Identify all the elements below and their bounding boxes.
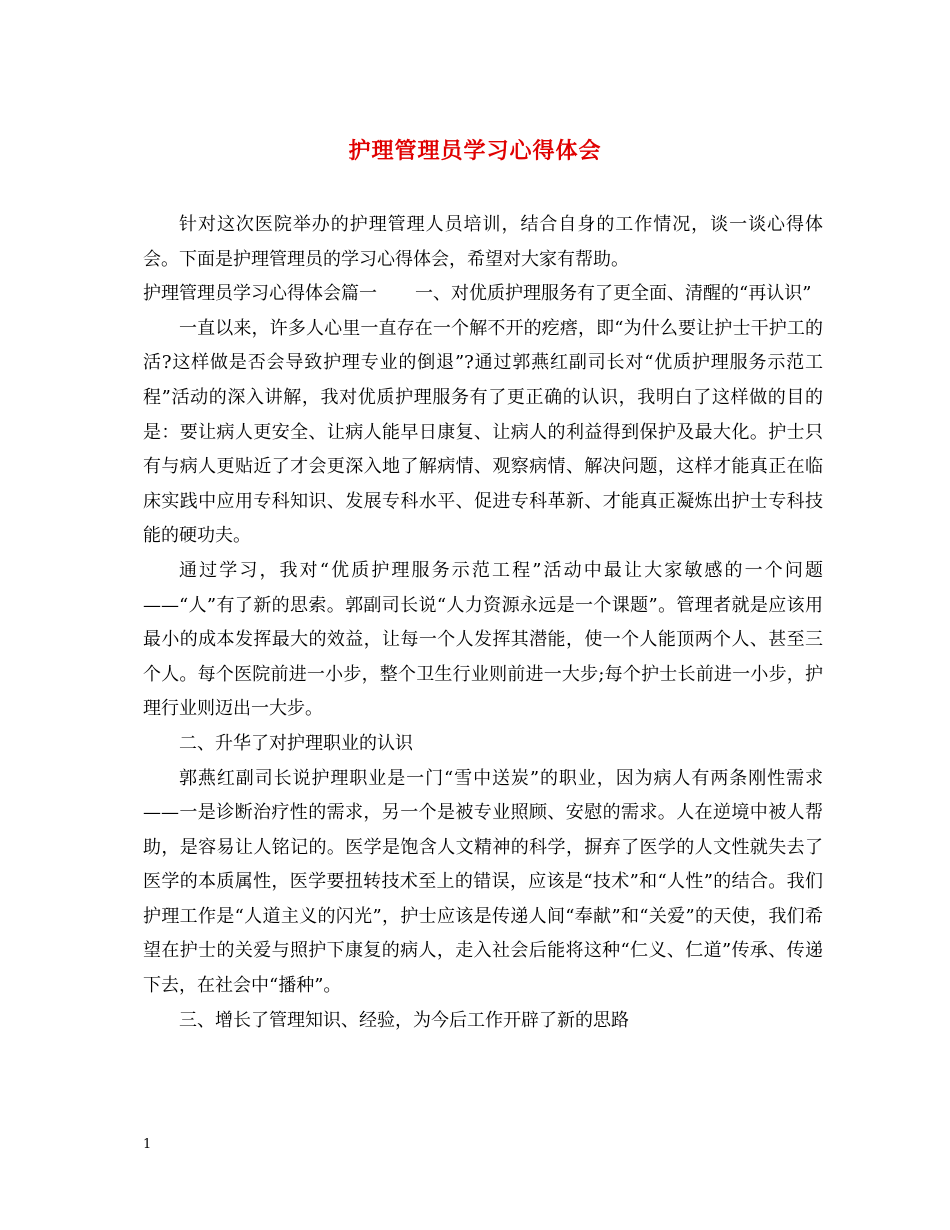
section-heading-1: 一、对优质护理服务有了更全面、清醒的“再认识”	[415, 283, 812, 305]
heading-2: 二、升华了对护理职业的认识	[179, 732, 413, 754]
heading-3: 三、增长了管理知识、经验，为今后工作开辟了新的思路	[179, 1009, 629, 1031]
paragraph-3: 郭燕红副司长说护理职业是一门“雪中送炭”的职业，因为病人有两条刚性需求——一是诊断治疗性的需求，另一个是被专业照顾、安慰的需求。人在逆境中被人帮助，是容易让人铭记的。医学是饱含人文精神的科学，摒弃了医学的人文性就失去了医学的本质属性，医学要扭转技术至上的错误，应该是“技术”和“人性”的结合。我们护理工作是“人道主义的闪光”，护士应该是传递人间“奉献”和“关爱”的天使，我们希望在护士的关爱与照护下康复的病人，走入社会后能将这种“仁义、仁道”传承、传递下去，在社会中“播种”。	[143, 767, 823, 997]
section-label: 护理管理员学习心得体会篇一	[143, 283, 377, 305]
section-line	[143, 277, 823, 312]
paragraph-2: 通过学习，我对“优质护理服务示范工程”活动中最让大家敏感的一个问题——“人”有了新的思索。郭副司长说“人力资源永远是一个课题”。管理者就是应该用最小的成本发挥最大的效益，让每一个人发挥其潜能，使一个人能顶两个人、甚至三个人。每个医院前进一小步，整个卫生行业则前进一大步;每个护士长前进一小步，护理行业则迈出一大步。	[143, 559, 823, 720]
page-number: 1	[143, 1137, 152, 1152]
document-body	[143, 208, 823, 1038]
intro-paragraph: 针对这次医院举办的护理管理人员培训，结合自身的工作情况，谈一谈心得体会。下面是护理管理员的学习心得体会，希望对大家有帮助。	[143, 214, 823, 270]
paragraph-1: 一直以来，许多人心里一直存在一个解不开的疙瘩，即“为什么要让护士干护工的活?这样做是否会导致护理专业的倒退”?通过郭燕红副司长对“优质护理服务示范工程”活动的深入讲解，我对优质护理服务有了更正确的认识，我明白了这样做的目的是：要让病人更安全、让病人能早日康复、让病人的利益得到保护及最大化。护士只有与病人更贴近了才会更深入地了解病情、观察病情、解决问题，这样才能真正在临床实践中应用专科知识、发展专科水平、促进专科革新、才能真正凝炼出护士专科技能的硬功夫。	[143, 317, 823, 547]
document-title: 护理管理员学习心得体会	[348, 138, 602, 164]
